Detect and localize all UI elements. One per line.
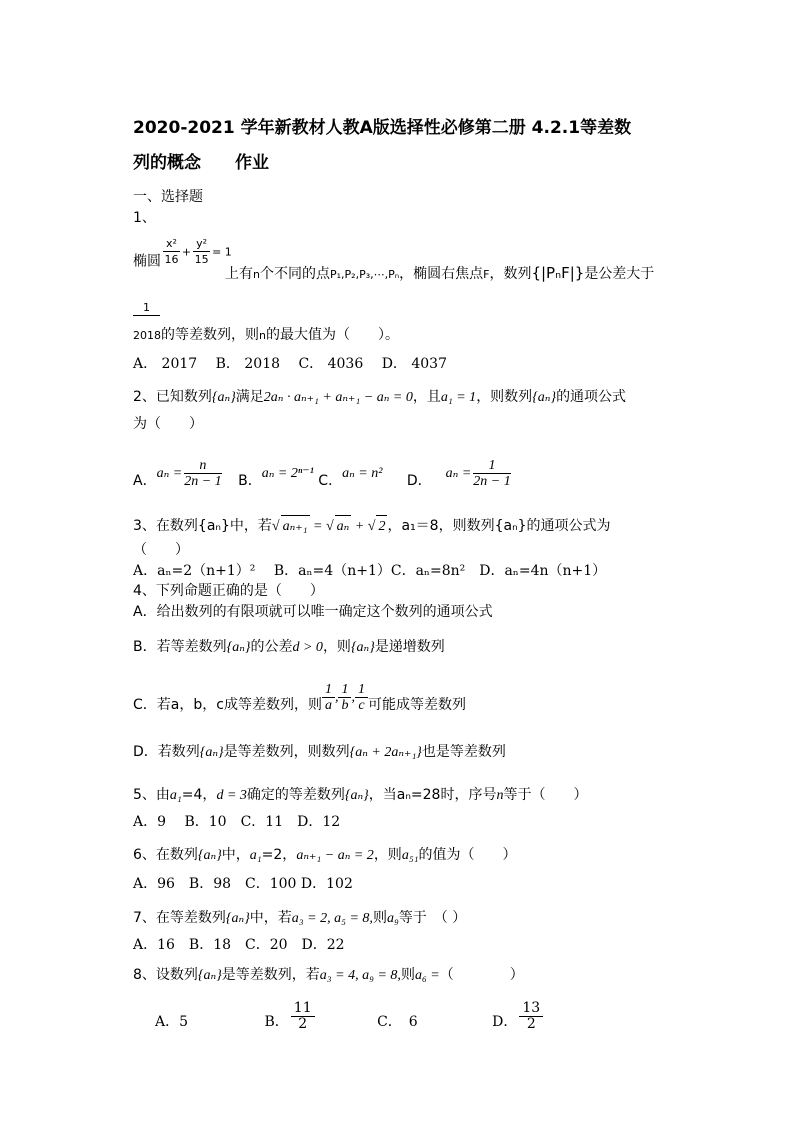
q1-number: 1、 [133, 210, 156, 226]
q2-condition: 2aₙ · aₙ₊₁ + aₙ₊₁ − aₙ = 0 [263, 390, 413, 405]
q7-stem: 7、在等差数列{aₙ}中，若a₃ = 2, a₅ = 8,则a₉等于 （ ） [133, 910, 467, 926]
q5-options: A．9 B．10 C．11 D．12 [133, 814, 341, 830]
q8-options: A．5 B． $\frac{11}{2}$ C． 6 D． $\frac{13}{2}$ [155, 996, 545, 1042]
q6-options: A．96 B．98 C．100 D．102 [133, 876, 353, 892]
q4-stem: 4、下列命题正确的是（ ） [133, 583, 324, 599]
q2-stem-end: 为（ ） [133, 416, 203, 432]
q1-text: 椭圆 [133, 253, 161, 270]
q1-fraction-x: $\frac{\text{x²}}{16}$ [164, 237, 179, 266]
q4-option-c: C．若a，b，c成等差数列，则 $\frac{1}{a}$ , $\frac{1}{b}$ , $\frac{1}{c}$ 可能成等差数列 [133, 681, 466, 713]
section-heading: 一、选择题 [133, 189, 203, 205]
q8-stem: 8、设数列{aₙ}是等差数列，若a₃ = 4, a₉ = 8,则a₆ =（ ） [133, 967, 524, 983]
q4-option-a: A．给出数列的有限项就可以唯一确定这个数列的通项公式 [133, 604, 493, 620]
q4-option-b: B．若等差数列{aₙ}的公差d > 0，则{aₙ}是递增数列 [133, 639, 445, 655]
q2-option-a-fraction: $\frac{n}{2n - 1}$ [184, 457, 222, 489]
q6-stem: 6、在数列{aₙ}中，a₁=2，aₙ₊₁ − aₙ = 2，则a₅₁的值为（ ） [133, 847, 517, 863]
q3-stem: 3、在数列{aₙ}中，若√ aₙ₊₁ = √ aₙ + √ 2 ，a₁＝8，则数列{aₙ}的通项公式为 [133, 515, 611, 538]
doc-title-line2: 列的概念 作业 [133, 153, 269, 173]
q1-fraction-y: $\frac{\text{y²}}{15}$ [194, 237, 209, 266]
q7-options: A．16 B．18 C．20 D．22 [133, 937, 345, 953]
q1-stem: 椭圆 $\frac{\text{x²}}{16}$ + $\frac{\text{y²}}{15}$ = 1 [133, 237, 232, 270]
q5-stem: 5、由a₁=4，d = 3确定的等差数列{aₙ}，当aₙ=28时，序号n等于（ ） [133, 787, 588, 803]
q2-option-d-fraction: $\frac{1}{2n - 1}$ [473, 457, 511, 489]
q8-option-b-fraction: $\frac{11}{2}$ [291, 1001, 315, 1032]
q3-options: A．aₙ=2（n+1）² B．aₙ=4（n+1）C．aₙ=8n² D．aₙ=4n（n+1） [133, 563, 607, 579]
q8-option-d-fraction: $\frac{13}{2}$ [519, 1001, 543, 1032]
q2-stem: 2、已知数列{aₙ}满足2aₙ · aₙ₊₁ + aₙ₊₁ − aₙ = 0，且a₁ = 1，则数列{aₙ}的通项公式 [133, 389, 627, 405]
q1-options: A． 2017 B． 2018 C． 4036 D． 4037 [133, 356, 448, 372]
q1-fraction-1-2018: 1 [133, 300, 160, 331]
q2-options: A．aₙ = $\frac{n}{2n - 1}$ B．aₙ = 2ⁿ⁻¹ C．aₙ = n² D． aₙ = $\frac{1}{2n - 1}$ [133, 457, 511, 489]
q1-equals-one: = 1 [212, 245, 232, 259]
q1-sequence: {|PₙF|} [531, 264, 585, 282]
q4-option-d: D．若数列{aₙ}是等差数列，则数列{aₙ + 2aₙ₊₁}也是等差数列 [133, 744, 506, 760]
q1-stem-cont: 上有n个不同的点P₁,P₂,P₃,⋯,Pₙ，椭圆右焦点F，数列{|PₙF|}是公差大于 [225, 264, 655, 282]
doc-title-line1: 2020-2021 学年新教材人教A版选择性必修第二册 4.2.1等差数 [133, 118, 632, 138]
q1-stem-end: 2018的等差数列，则n的最大值为（ ）。 [133, 327, 399, 343]
q1-points: P₁,P₂,P₃,⋯,Pₙ [329, 268, 400, 281]
q3-stem-end: （ ） [133, 542, 189, 558]
